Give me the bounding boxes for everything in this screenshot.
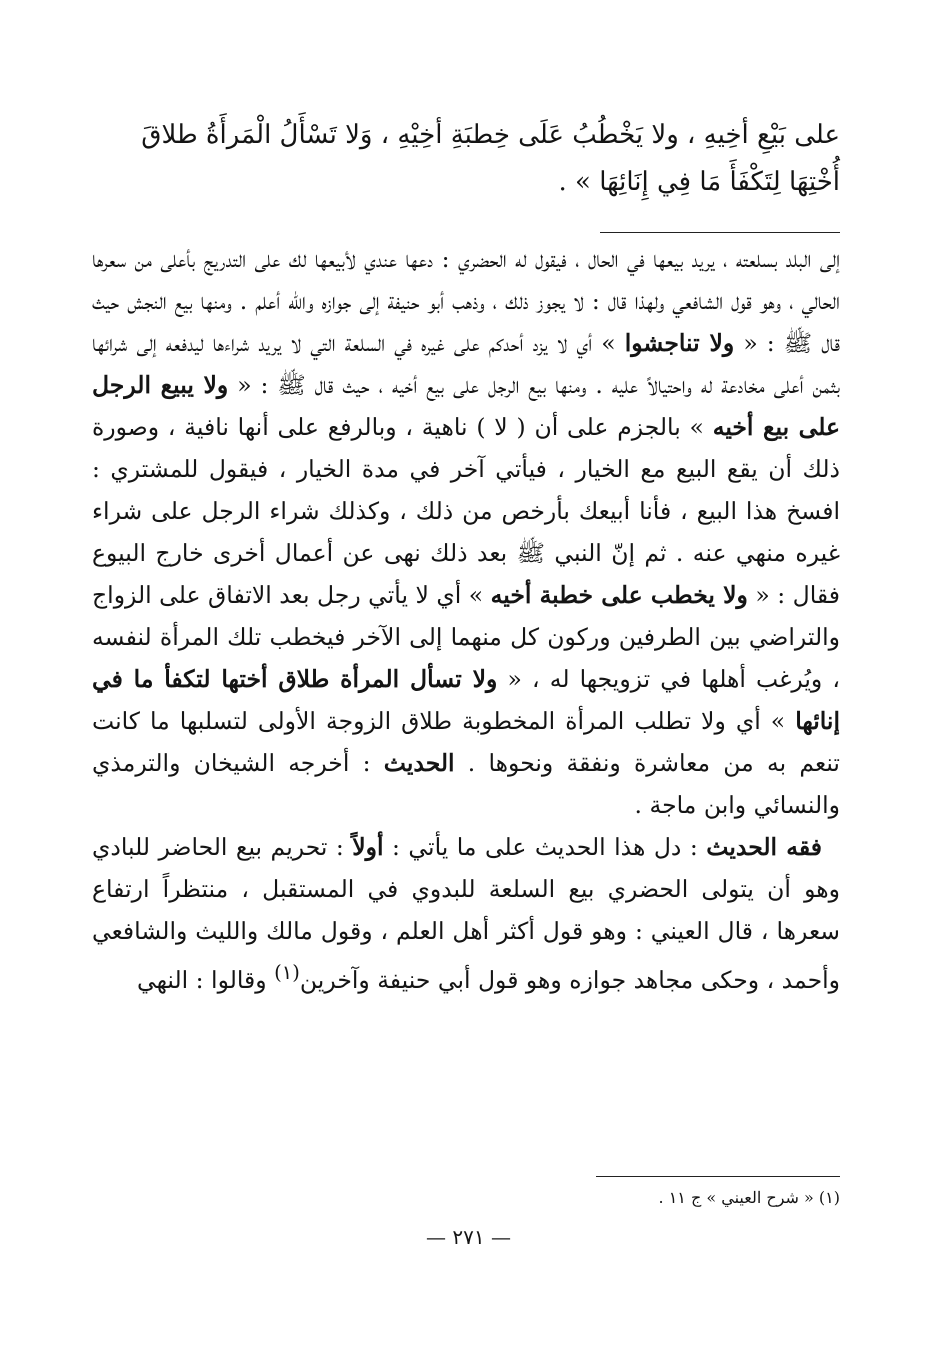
footnote-rule	[596, 1176, 840, 1177]
hadith-line: على بَيْعِ أخِيهِ ، ولا يَخْطُبُ عَلَى خِطبَةِ أخِيْهِ ، وَلا تَسْأَلُ الْمَرأَةُ طلاقَ	[141, 120, 840, 150]
keyword: الحديث	[383, 749, 455, 777]
hadith-line: أُخْتِهَا لِتَكْفَأَ مَا فِي إِنَائِهَا » .	[558, 167, 840, 197]
footnote: (١) « شرح العيني » ج ١١ .	[658, 1188, 840, 1207]
hadith-quote: ولا تسأل المرأة طلاق أختها لتكفأ ما في إنائها	[92, 665, 840, 735]
keyword: أولاً	[352, 833, 384, 861]
keyword: فقه الحديث	[706, 833, 822, 861]
text-run: وقالوا : النهي	[137, 965, 267, 994]
text-run: : تحريم بيع الحاضر للبادي وهو أن يتولى الحضري بيع السلعة للبدوي في المستقبل ، منتظراً ارتفاع سعرها ، قال العيني : وهو قول أكثر أهل العلم ، وقول مالك والليث والشافعي وأحمد ، وحكى مجاهد جوازه وهو قول أبي حنيفة وآخرين	[92, 833, 840, 994]
text-run: » أي ولا تطلب المرأة المخطوبة طلاق الزوجة الأولى لتسلبها ما كانت تنعم به من معاشرة ونفقة ونحوها .	[92, 707, 840, 777]
fiqh-paragraph	[92, 826, 840, 1001]
text-run: » أي لا يزد أحدكم على غيره في السلعة التي لا يريد شراءها ليدفعه إلى شرائها بثمن أعلى مخادعة له واحتيالاً عليه . ومنها بيع الرجل على بيع أخيه ، حيث قال ﷺ : «	[92, 329, 840, 399]
text-run: » أي لا يأتي رجل بعد الاتفاق على الزواج والتراضي بين الطرفين وركون كل منهما إلى الآخر فيخطب تلك المرأة لنفسه ، ويُرغب أهلها في تزويجها له ، «	[92, 581, 840, 693]
text-run: : أخرجه الشيخان والترمذي والنسائي وابن ماجة .	[92, 749, 840, 819]
text-run: : دل هذا الحديث على ما يأتي :	[392, 833, 698, 861]
hadith-quote: ولا يبيع الرجل على بيع أخيه	[92, 371, 840, 441]
page-number: — ٢٧١ —	[426, 1225, 511, 1249]
separator-rule	[600, 232, 840, 233]
text-run: إلى البلد بسلعته ، يريد بيعها في الحال ، فيقول له الحضري : دعها عندي لأبيعها لك على التدريج بأعلى من سعرها الحالي ، وهو قول الشافعي ولهذا قال : لا يجوز ذلك ، وذهب أبو حنيفة إلى جوازه والله أعلم . ومنها بيع النجش حيث قال ﷺ : «	[92, 245, 841, 357]
footnote-reference[interactable]: (١)	[274, 961, 300, 984]
commentary-text	[92, 238, 840, 1001]
text-run: » بالجزم على أن ( لا ) ناهية ، وبالرفع على أنها نافية ، وصورة ذلك أن يقع البيع مع الخيار ، فيأتي آخر في مدة الخيار ، فيقول للمشتري : افسخ هذا البيع ، فأنا أبيعك بأرخص من ذلك ، وكذلك شراء الرجل على شراء غيره منهي عنه . ثم إنّ النبي ﷺ بعد ذلك نهى عن أعمال أخرى خارج البيوع فقال : «	[92, 413, 840, 609]
commentary-paragraph	[92, 238, 840, 826]
hadith-quote: ولا تناجشوا	[624, 329, 735, 357]
hadith-quote: ولا يخطب على خطبة أخيه	[490, 581, 748, 609]
hadith-text-end	[92, 112, 840, 206]
